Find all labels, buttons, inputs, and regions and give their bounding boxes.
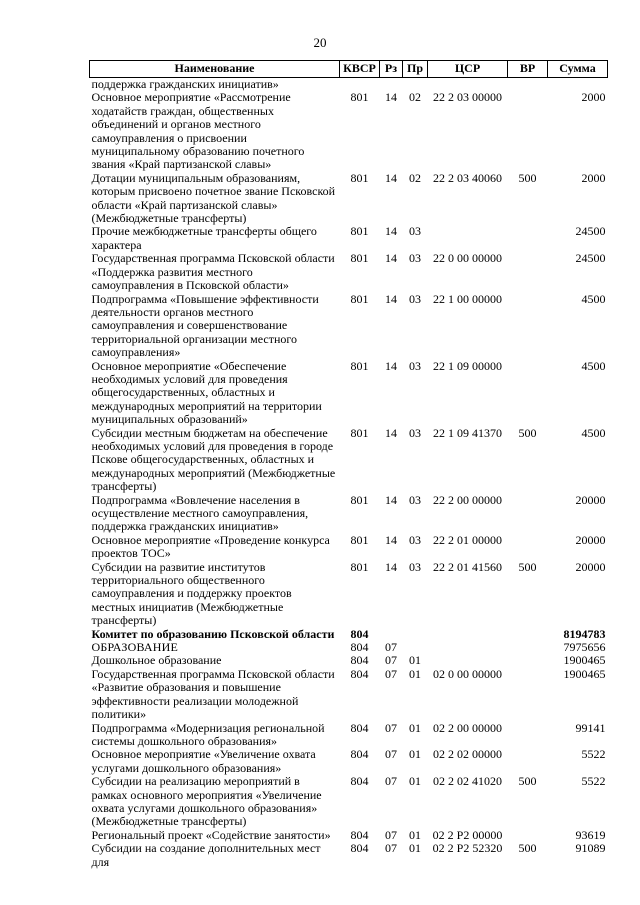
cell-rz: 07: [385, 827, 397, 842]
cell-rz: 07: [385, 653, 397, 668]
cell-pr: 01: [409, 774, 421, 789]
cell-kvsr: 801: [350, 90, 369, 105]
cell-kvsr: [340, 78, 380, 92]
cell-pr: 01: [409, 841, 421, 856]
table-body: [90, 78, 608, 869]
cell-sum: 2000: [581, 90, 606, 105]
cell-pr: 01: [409, 747, 421, 762]
cell-kvsr: 801: [350, 358, 369, 373]
cell-rz: 07: [385, 720, 397, 735]
cell-vr: [508, 252, 548, 292]
cell-csr: [428, 78, 508, 92]
cell-rz: [380, 78, 403, 92]
cell-rz: 14: [385, 492, 397, 507]
table-row: [90, 293, 608, 360]
cell-kvsr: 804: [350, 653, 369, 668]
cell-name: Субсидии местным бюджетам на обеспечение необходимых условий для проведения в городе Пскове общегосударственных, областных и международных мероприятий (Межбюджетные трансферты): [91, 425, 336, 494]
table-row: [90, 654, 608, 667]
cell-kvsr: 804: [350, 720, 369, 735]
cell-rz: 07: [385, 640, 397, 655]
header-sum: Сумма: [548, 61, 608, 78]
cell-rz: 14: [385, 425, 397, 440]
cell-name: Основное мероприятие «Проведение конкурса проектов ТОС»: [91, 532, 330, 561]
cell-kvsr: 801: [350, 251, 369, 266]
cell-rz: 07: [385, 774, 397, 789]
cell-csr: 22 2 00 00000: [433, 492, 502, 507]
cell-kvsr: 801: [350, 492, 369, 507]
cell-vr: [508, 641, 548, 654]
cell-csr: [428, 628, 508, 641]
cell-vr: [508, 360, 548, 427]
cell-vr: [508, 225, 548, 252]
cell-rz: 14: [385, 170, 397, 185]
cell-rz: 14: [385, 291, 397, 306]
cell-csr: [428, 225, 508, 252]
cell-name: Прочие межбюджетные трансферты общего характера: [91, 224, 317, 252]
cell-pr: [403, 78, 428, 92]
cell-name: Субсидии на развитие институтов территориального общественного самоуправления и поддержку проектов местных инициатив (Межбюджетные трансферты): [91, 559, 292, 628]
cell-rz: 14: [385, 532, 397, 547]
cell-vr: [508, 748, 548, 775]
cell-name: Подпрограмма «Модернизация региональной системы дошкольного образования»: [91, 720, 325, 748]
cell-sum: 4500: [581, 425, 606, 440]
cell-sum: 4500: [581, 291, 606, 306]
cell-csr: 22 2 03 40060: [433, 170, 502, 185]
cell-vr: [508, 668, 548, 722]
cell-csr: 22 1 00 00000: [433, 291, 502, 306]
cell-sum: 5522: [581, 747, 606, 762]
cell-vr: [508, 293, 548, 360]
cell-rz: 07: [385, 841, 397, 856]
cell-kvsr: 804: [350, 626, 369, 641]
header-name: Наименование: [90, 61, 340, 78]
cell-kvsr: 801: [350, 170, 369, 185]
cell-name: поддержка гражданских инициатив»: [91, 77, 279, 91]
table-row: [90, 561, 608, 628]
cell-pr: 01: [409, 827, 421, 842]
table-row: [90, 360, 608, 427]
cell-rz: 14: [385, 224, 397, 239]
cell-rz: 07: [385, 666, 397, 681]
cell-name: Субсидии на реализацию мероприятий в рамках основного мероприятия «Увеличение охвата услугами дошкольного образования» (Межбюджетные трансферты): [91, 774, 322, 829]
header-csr: ЦСР: [428, 61, 508, 78]
cell-pr: 01: [409, 720, 421, 735]
cell-sum: 20000: [575, 492, 606, 507]
table-row: [90, 427, 608, 494]
cell-vr: 500: [518, 841, 537, 856]
header-kvsr: КВСР: [340, 61, 380, 78]
cell-vr: [508, 654, 548, 667]
cell-name: Основное мероприятие «Рассмотрение ходатайств граждан, общественных объединений и органов местного самоуправления о присвоении муниципальному образованию почетного звания «Край партизанской славы»: [91, 90, 305, 172]
cell-sum: 24500: [575, 224, 606, 239]
cell-sum: [548, 78, 608, 92]
cell-kvsr: 804: [350, 747, 369, 762]
cell-vr: [508, 829, 548, 842]
header-rz: Рз: [380, 61, 403, 78]
cell-sum: 91089: [575, 841, 606, 856]
cell-pr: 01: [409, 666, 421, 681]
cell-name: Основное мероприятие «Увеличение охвата услугами дошкольного образования»: [91, 747, 316, 775]
header-pr: Пр: [403, 61, 428, 78]
cell-kvsr: 804: [350, 774, 369, 789]
cell-csr: 02 2 Р2 52320: [432, 841, 503, 856]
cell-sum: 2000: [581, 170, 606, 185]
table-row: [90, 225, 608, 252]
cell-name: Субсидии на создание дополнительных мест для: [91, 841, 321, 869]
cell-vr: [508, 534, 548, 561]
cell-sum: 93619: [575, 827, 606, 842]
cell-kvsr: 801: [350, 425, 369, 440]
table-row: [90, 775, 608, 829]
cell-name: Комитет по образованию Псковской области: [91, 626, 335, 641]
cell-csr: 22 1 09 41370: [433, 425, 502, 440]
cell-pr: 02: [409, 90, 421, 105]
cell-rz: 14: [385, 251, 397, 266]
cell-kvsr: 804: [350, 827, 369, 842]
table-row: [90, 829, 608, 842]
budget-table: [89, 60, 608, 869]
cell-kvsr: 801: [350, 532, 369, 547]
table-row: [90, 842, 608, 869]
cell-vr: 500: [518, 170, 537, 185]
cell-name: Основное мероприятие «Обеспечение необходимых условий для проведения общегосударственных, областных и международных мероприятий на территории муниципальных образований»: [91, 358, 322, 427]
header-vr: ВР: [508, 61, 548, 78]
cell-rz: 07: [385, 747, 397, 762]
cell-name: ОБРАЗОВАНИЕ: [91, 640, 179, 655]
cell-pr: 03: [409, 358, 421, 373]
cell-vr: 500: [518, 774, 537, 789]
cell-csr: 22 2 01 00000: [433, 532, 502, 547]
cell-sum: 4500: [581, 358, 606, 373]
cell-csr: [428, 654, 508, 667]
cell-vr: [508, 91, 548, 171]
cell-kvsr: 804: [350, 666, 369, 681]
cell-sum: 20000: [575, 532, 606, 547]
cell-pr: 02: [409, 170, 421, 185]
cell-vr: [508, 722, 548, 749]
cell-sum: 1900465: [563, 666, 606, 681]
cell-kvsr: 801: [350, 291, 369, 306]
cell-name: Дошкольное образование: [91, 653, 222, 668]
cell-csr: [428, 641, 508, 654]
cell-pr: 03: [409, 251, 421, 266]
cell-csr: 22 0 00 00000: [433, 251, 502, 266]
cell-csr: 02 2 00 00000: [433, 720, 502, 735]
cell-csr: 22 2 03 00000: [433, 90, 502, 105]
cell-name: Региональный проект «Содействие занятости»: [91, 827, 331, 842]
table-row: [90, 641, 608, 654]
cell-csr: 02 2 02 00000: [433, 747, 502, 762]
cell-name: Дотации муниципальным образованиям, которым присвоено почетное звание Псковской области «Край партизанской славы» (Межбюджетные трансферты): [91, 170, 336, 226]
table-header-row: [90, 61, 608, 78]
cell-rz: 14: [385, 559, 397, 574]
table-row: [90, 91, 608, 171]
cell-kvsr: 801: [350, 559, 369, 574]
cell-rz: [380, 628, 403, 641]
cell-vr: 500: [518, 559, 537, 574]
table-row: [90, 534, 608, 561]
page-number: 20: [313, 35, 327, 50]
cell-pr: 03: [409, 224, 421, 239]
cell-csr: 02 0 00 00000: [433, 666, 502, 681]
cell-pr: 03: [409, 559, 421, 574]
cell-name: Подпрограмма «Вовлечение населения в осуществление местного самоуправления, поддержка гражданских инициатив»: [91, 492, 309, 534]
cell-vr: [508, 494, 548, 534]
cell-sum: 8194783: [563, 626, 606, 641]
table-row: [90, 628, 608, 641]
cell-rz: 14: [385, 90, 397, 105]
table-row: [90, 78, 608, 92]
cell-pr: 01: [409, 653, 421, 668]
cell-sum: 99141: [575, 720, 606, 735]
cell-pr: 03: [409, 291, 421, 306]
cell-sum: 5522: [581, 774, 606, 789]
cell-csr: 02 2 Р2 00000: [432, 827, 503, 842]
cell-csr: 22 2 01 41560: [433, 559, 502, 574]
cell-sum: 7975656: [563, 640, 606, 655]
cell-rz: 14: [385, 358, 397, 373]
cell-sum: 24500: [575, 251, 606, 266]
cell-csr: 02 2 02 41020: [433, 774, 502, 789]
cell-pr: 03: [409, 532, 421, 547]
cell-sum: 20000: [575, 559, 606, 574]
cell-sum: 1900465: [563, 653, 606, 668]
cell-pr: [403, 641, 428, 654]
table-row: [90, 494, 608, 534]
cell-vr: 500: [518, 425, 537, 440]
cell-kvsr: 804: [350, 640, 369, 655]
cell-pr: [403, 628, 428, 641]
cell-kvsr: 804: [350, 841, 369, 856]
cell-kvsr: 801: [350, 224, 369, 239]
cell-name: Государственная программа Псковской области «Поддержка развития местного самоуправления в Псковской области»: [91, 251, 335, 293]
cell-name: Подпрограмма «Повышение эффективности деятельности органов местного самоуправления и совершенствование территориальной организации местного самоуправления»: [91, 291, 319, 360]
cell-name: Государственная программа Псковской области «Развитие образования и повышение эффективности реализации молодежной политики»: [91, 666, 335, 722]
cell-csr: 22 1 09 00000: [433, 358, 502, 373]
table-row: [90, 748, 608, 775]
table-row: [90, 252, 608, 292]
cell-pr: 03: [409, 492, 421, 507]
cell-vr: [508, 78, 548, 92]
table-row: [90, 722, 608, 749]
table-row: [90, 668, 608, 722]
cell-vr: [508, 628, 548, 641]
cell-pr: 03: [409, 425, 421, 440]
table-row: [90, 172, 608, 226]
